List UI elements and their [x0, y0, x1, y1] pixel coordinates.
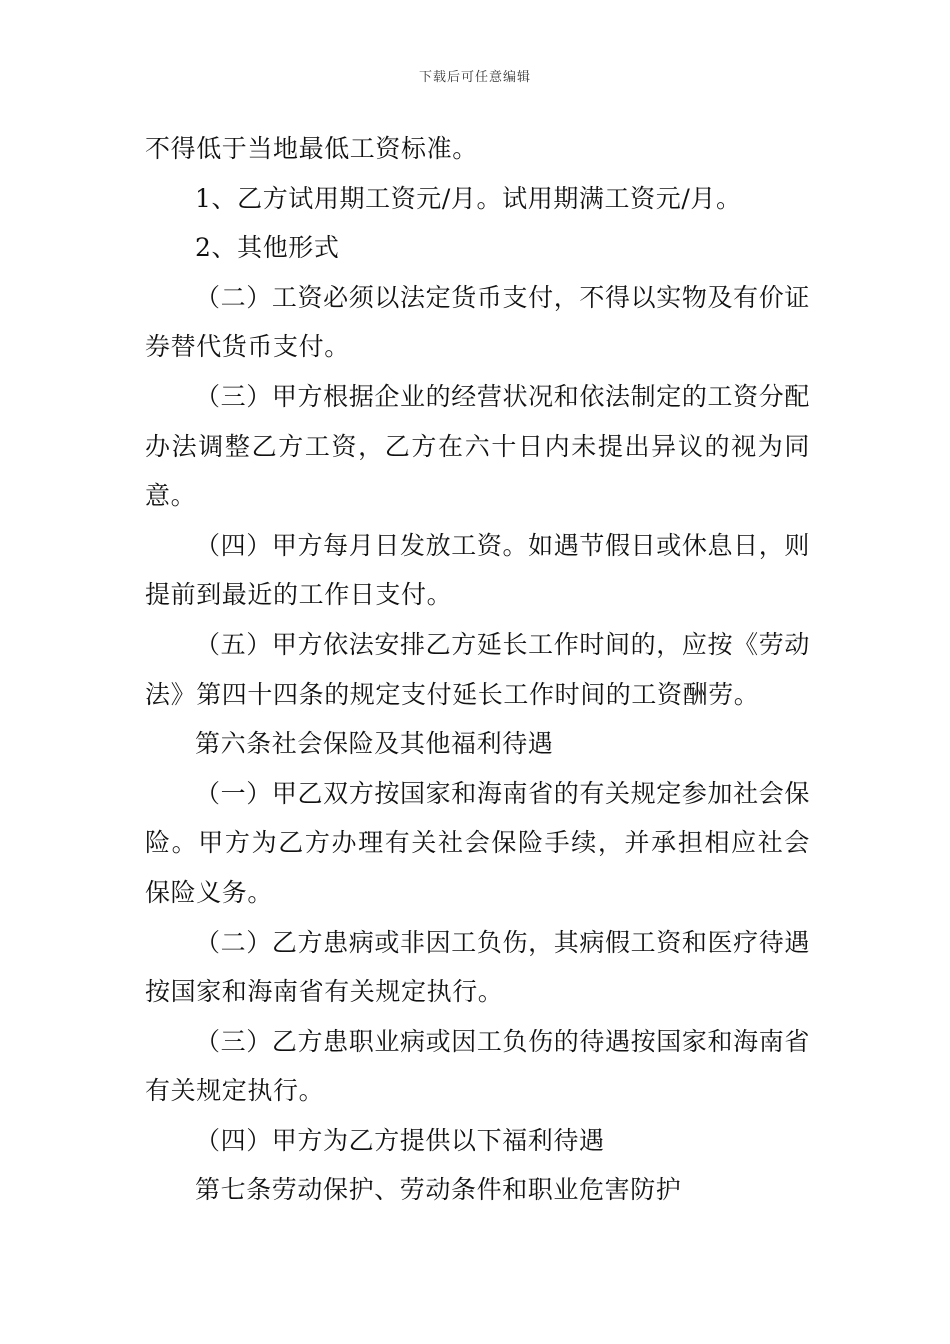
paragraph-payday: （四）甲方每月日发放工资。如遇节假日或休息日，则提前到最近的工作日支付。 [145, 530, 810, 610]
paragraph-welfare: （四）甲方为乙方提供以下福利待遇 [195, 1125, 605, 1155]
paragraph-sick-leave: （二）乙方患病或非因工负伤，其病假工资和医疗待遇按国家和海南省有关规定执行。 [145, 927, 810, 1007]
paragraph-other-forms: 2、其他形式 [195, 233, 340, 263]
paragraph-overtime-pay: （五）甲方依法安排乙方延长工作时间的，应按《劳动法》第四十四条的规定支付延长工作时间的工资酬劳。 [145, 629, 810, 709]
paragraph-occupational-disease: （三）乙方患职业病或因工负伤的待遇按国家和海南省有关规定执行。 [145, 1026, 810, 1106]
paragraph-continuation: 不得低于当地最低工资标准。 [145, 134, 478, 163]
document-body [145, 124, 810, 1215]
paragraph-social-insurance: （一）甲乙双方按国家和海南省的有关规定参加社会保险。甲方为乙方办理有关社会保险手续，并承担相应社会保险义务。 [145, 778, 810, 907]
article-6-heading: 第六条社会保险及其他福利待遇 [195, 729, 554, 759]
page-header: 下载后可任意编辑 [418, 70, 531, 85]
paragraph-legal-currency: （二）工资必须以法定货币支付，不得以实物及有价证券替代货币支付。 [145, 282, 810, 362]
paragraph-wage-adjustment: （三）甲方根据企业的经营状况和依法制定的工资分配办法调整乙方工资，乙方在六十日内未提出异议的视为同意。 [145, 381, 810, 511]
paragraph-probation-wage: 1、乙方试用期工资元/月。试用期满工资元/月。 [195, 183, 742, 213]
article-7-heading: 第七条劳动保护、劳动条件和职业危害防护 [195, 1175, 682, 1205]
